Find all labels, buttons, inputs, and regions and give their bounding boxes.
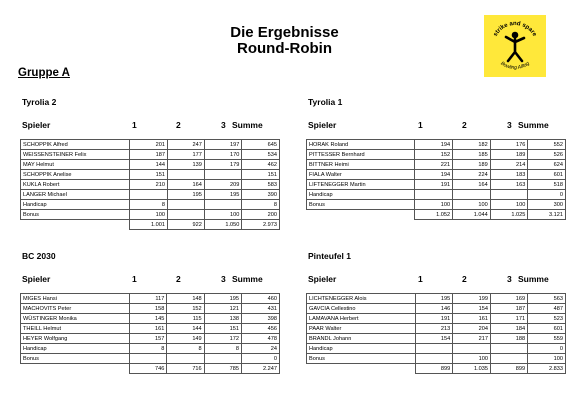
- player-name-cell: THEILL Helmut: [21, 324, 130, 334]
- score-cell-g3: [491, 344, 528, 354]
- column-header-g3: 3: [221, 274, 226, 284]
- score-cell-g2: [167, 200, 204, 210]
- score-cell-g1: [416, 354, 453, 364]
- score-cell-g2: [167, 210, 204, 220]
- table-row: [307, 344, 566, 354]
- svg-text:strike and spare: strike and spare: [492, 20, 538, 38]
- table-row: [307, 160, 566, 170]
- player-name-cell: WÜSTINGER Monika: [21, 314, 130, 324]
- table-row: [21, 314, 280, 324]
- player-name-cell: Bonus: [21, 210, 130, 220]
- player-name-cell: BITTNER Heimi: [307, 160, 415, 170]
- score-cell-sum: 200: [242, 210, 280, 220]
- total-cell-g1: 1.052: [415, 210, 453, 220]
- table-row: [307, 180, 566, 190]
- player-name-cell: KUKLA Robert: [21, 180, 130, 190]
- table-header: [306, 120, 569, 132]
- score-cell-sum: 100: [528, 354, 566, 364]
- player-name-cell: Bonus: [307, 354, 416, 364]
- score-cell-g3: 197: [204, 140, 242, 150]
- score-cell-sum: 8: [242, 200, 280, 210]
- score-cell-sum: 552: [528, 140, 566, 150]
- player-name-cell: LAMAVANA Herbert: [307, 314, 416, 324]
- score-cell-g3: 138: [204, 314, 241, 324]
- score-cell-g3: [204, 170, 242, 180]
- player-name-cell: Handicap: [307, 190, 415, 200]
- svg-text:Bowling Alltag: Bowling Alltag: [499, 60, 531, 72]
- table-header: [20, 120, 290, 132]
- score-cell-sum: 583: [242, 180, 280, 190]
- score-cell-g1: 146: [416, 304, 453, 314]
- table-row: [307, 334, 566, 344]
- table-row: [21, 160, 280, 170]
- score-cell-g1: 210: [130, 180, 168, 190]
- score-cell-sum: 390: [242, 190, 280, 200]
- score-cell-g2: 164: [167, 180, 204, 190]
- score-cell-g3: [204, 354, 241, 364]
- score-cell-g2: [453, 344, 491, 354]
- score-cell-g3: 187: [491, 304, 528, 314]
- score-cell-g2: [167, 170, 204, 180]
- column-header-g2: 2: [462, 120, 467, 130]
- score-cell-g1: 157: [130, 334, 167, 344]
- score-cell-g2: 164: [453, 180, 491, 190]
- score-cell-g1: 194: [415, 140, 453, 150]
- table-row: [307, 140, 566, 150]
- score-cell-g1: 117: [130, 294, 167, 304]
- table-row: [307, 314, 566, 324]
- totals-label-cell: [307, 364, 416, 374]
- column-header-player: Spieler: [308, 120, 337, 130]
- player-name-cell: PITTESSER Bernhard: [307, 150, 415, 160]
- column-header-sum: Summe: [518, 120, 549, 130]
- table-row: [307, 304, 566, 314]
- score-cell-g3: 100: [490, 200, 528, 210]
- results-table: [20, 293, 280, 374]
- total-cell-g2: 716: [167, 364, 204, 374]
- score-cell-g3: 121: [204, 304, 241, 314]
- column-header-g2: 2: [176, 274, 181, 284]
- team-name: BC 2030: [22, 251, 56, 261]
- column-header-g3: 3: [507, 274, 512, 284]
- player-name-cell: MIGES Hansi: [21, 294, 130, 304]
- score-cell-g1: 8: [130, 344, 167, 354]
- column-header-sum: Summe: [232, 120, 263, 130]
- table-row: [21, 334, 280, 344]
- column-header-g1: 1: [132, 120, 137, 130]
- score-cell-g2: 195: [167, 190, 204, 200]
- total-cell-g2: 1.035: [453, 364, 491, 374]
- score-cell-g2: 8: [167, 344, 204, 354]
- total-cell-sum: 2.833: [528, 364, 566, 374]
- player-name-cell: HORAK Roland: [307, 140, 415, 150]
- score-cell-g1: 213: [416, 324, 453, 334]
- score-cell-g3: 183: [490, 170, 528, 180]
- score-cell-g1: [130, 354, 167, 364]
- score-cell-g3: 195: [204, 294, 241, 304]
- score-cell-g1: [130, 190, 168, 200]
- score-cell-g2: 161: [453, 314, 491, 324]
- score-cell-g1: 221: [415, 160, 453, 170]
- score-cell-sum: 0: [528, 190, 566, 200]
- column-header-g2: 2: [462, 274, 467, 284]
- score-cell-g3: 170: [204, 150, 242, 160]
- player-name-cell: Bonus: [307, 200, 415, 210]
- table-row: [21, 344, 280, 354]
- table-row: [307, 294, 566, 304]
- totals-row: [21, 364, 280, 374]
- table-row: [21, 354, 280, 364]
- column-header-player: Spieler: [308, 274, 337, 284]
- column-header-g1: 1: [418, 274, 423, 284]
- score-cell-g2: 139: [167, 160, 204, 170]
- score-cell-g3: 8: [204, 344, 241, 354]
- total-cell-sum: 2.973: [242, 220, 280, 230]
- table-row: [307, 150, 566, 160]
- column-header-g3: 3: [221, 120, 226, 130]
- score-cell-sum: 460: [241, 294, 279, 304]
- score-cell-sum: 0: [241, 354, 279, 364]
- player-name-cell: HEYER Wolfgang: [21, 334, 130, 344]
- score-cell-g2: 152: [167, 304, 204, 314]
- score-cell-sum: 563: [528, 294, 566, 304]
- score-cell-g3: 189: [490, 150, 528, 160]
- score-cell-g1: [416, 344, 453, 354]
- table-row: [21, 150, 280, 160]
- total-cell-g3: 1.025: [490, 210, 528, 220]
- table-row: [307, 190, 566, 200]
- total-cell-g1: 746: [130, 364, 167, 374]
- total-cell-g2: 1.044: [453, 210, 491, 220]
- score-cell-sum: 518: [528, 180, 566, 190]
- score-cell-g1: 144: [130, 160, 168, 170]
- score-cell-g2: 177: [167, 150, 204, 160]
- score-cell-g2: 154: [453, 304, 491, 314]
- score-cell-g2: 144: [167, 324, 204, 334]
- team-name: Tyrolia 2: [22, 97, 57, 107]
- total-cell-g1: 899: [416, 364, 453, 374]
- score-cell-g3: [491, 354, 528, 364]
- score-cell-g1: 152: [415, 150, 453, 160]
- total-cell-g3: 899: [491, 364, 528, 374]
- table-header: [306, 274, 569, 286]
- score-cell-g3: 163: [490, 180, 528, 190]
- player-name-cell: MACHOVITS Peter: [21, 304, 130, 314]
- column-header-player: Spieler: [22, 274, 51, 284]
- score-cell-g1: 195: [416, 294, 453, 304]
- total-cell-sum: 2.247: [241, 364, 279, 374]
- table-row: [21, 190, 280, 200]
- player-name-cell: Handicap: [307, 344, 416, 354]
- score-cell-g1: 100: [415, 200, 453, 210]
- totals-label-cell: [307, 210, 415, 220]
- score-cell-sum: 151: [242, 170, 280, 180]
- column-header-player: Spieler: [22, 120, 51, 130]
- score-cell-sum: 601: [528, 324, 566, 334]
- table-row: [307, 324, 566, 334]
- player-name-cell: GAVCIA Cellestino: [307, 304, 416, 314]
- totals-label-cell: [21, 220, 130, 230]
- player-name-cell: Handicap: [21, 200, 130, 210]
- group-label: Gruppe A: [18, 67, 70, 79]
- score-cell-sum: 24: [241, 344, 279, 354]
- column-header-g1: 1: [132, 274, 137, 284]
- score-cell-g3: [204, 200, 242, 210]
- score-cell-g2: 182: [453, 140, 491, 150]
- score-cell-g1: 161: [130, 324, 167, 334]
- table-header: [20, 274, 290, 286]
- score-cell-g3: 184: [491, 324, 528, 334]
- column-header-sum: Summe: [232, 274, 263, 284]
- score-cell-g2: 204: [453, 324, 491, 334]
- score-cell-g1: 154: [416, 334, 453, 344]
- total-cell-g3: 1.050: [204, 220, 242, 230]
- score-cell-g3: 172: [204, 334, 241, 344]
- results-table: [20, 139, 280, 230]
- player-name-cell: WEISSENSTEINER Felix: [21, 150, 130, 160]
- score-cell-sum: 0: [528, 344, 566, 354]
- score-cell-g3: 188: [491, 334, 528, 344]
- total-cell-g3: 785: [204, 364, 241, 374]
- score-cell-g3: 151: [204, 324, 241, 334]
- score-cell-g2: [167, 354, 204, 364]
- table-row: [21, 210, 280, 220]
- score-cell-g2: 100: [453, 354, 491, 364]
- score-cell-g2: 185: [453, 150, 491, 160]
- team-name: Tyrolia 1: [308, 97, 343, 107]
- score-cell-g3: [490, 190, 528, 200]
- player-name-cell: LANGER Michael: [21, 190, 130, 200]
- player-name-cell: Bonus: [21, 354, 130, 364]
- score-cell-g2: 149: [167, 334, 204, 344]
- table-row: [21, 170, 280, 180]
- score-cell-g3: 169: [491, 294, 528, 304]
- score-cell-g1: 158: [130, 304, 167, 314]
- score-cell-sum: 398: [241, 314, 279, 324]
- score-cell-g3: 209: [204, 180, 242, 190]
- player-name-cell: Handicap: [21, 344, 130, 354]
- score-cell-g3: 171: [491, 314, 528, 324]
- table-row: [307, 200, 566, 210]
- score-cell-g3: 195: [204, 190, 242, 200]
- results-table: [306, 293, 566, 374]
- score-cell-sum: 456: [241, 324, 279, 334]
- player-name-cell: FIALA Walter: [307, 170, 415, 180]
- total-cell-g1: 1.001: [130, 220, 168, 230]
- score-cell-g1: 187: [130, 150, 168, 160]
- total-cell-sum: 3.121: [528, 210, 566, 220]
- score-cell-g1: 191: [416, 314, 453, 324]
- table-row: [21, 200, 280, 210]
- page-title: Die Ergebnisse: [230, 24, 339, 41]
- score-cell-g3: 179: [204, 160, 242, 170]
- score-cell-sum: 559: [528, 334, 566, 344]
- page-subtitle: Round-Robin: [237, 40, 332, 57]
- score-cell-g2: 224: [453, 170, 491, 180]
- score-cell-sum: 624: [528, 160, 566, 170]
- score-cell-g1: 8: [130, 200, 168, 210]
- table-row: [307, 170, 566, 180]
- score-cell-g1: 191: [415, 180, 453, 190]
- score-cell-sum: 487: [528, 304, 566, 314]
- totals-row: [307, 364, 566, 374]
- score-cell-g2: 217: [453, 334, 491, 344]
- score-cell-g2: [453, 190, 491, 200]
- score-cell-sum: 601: [528, 170, 566, 180]
- column-header-sum: Summe: [518, 274, 549, 284]
- score-cell-sum: 462: [242, 160, 280, 170]
- score-cell-g1: 151: [130, 170, 168, 180]
- table-row: [21, 304, 280, 314]
- team-name: Pinteufel 1: [308, 251, 351, 261]
- score-cell-g2: 199: [453, 294, 491, 304]
- totals-row: [307, 210, 566, 220]
- score-cell-sum: 534: [242, 150, 280, 160]
- score-cell-sum: 523: [528, 314, 566, 324]
- totals-row: [21, 220, 280, 230]
- score-cell-g2: 247: [167, 140, 204, 150]
- score-cell-sum: 645: [242, 140, 280, 150]
- player-name-cell: SCHOPPIK Alfred: [21, 140, 130, 150]
- bowler-figure-icon: [484, 15, 546, 77]
- table-row: [21, 294, 280, 304]
- table-row: [21, 180, 280, 190]
- score-cell-sum: 526: [528, 150, 566, 160]
- table-row: [21, 140, 280, 150]
- score-cell-g3: 176: [490, 140, 528, 150]
- results-table: [306, 139, 566, 220]
- score-cell-sum: 478: [241, 334, 279, 344]
- score-cell-g1: 194: [415, 170, 453, 180]
- player-name-cell: MAY Helmut: [21, 160, 130, 170]
- player-name-cell: LIFTENEGGER Martin: [307, 180, 415, 190]
- player-name-cell: PAAR Walter: [307, 324, 416, 334]
- score-cell-g2: 148: [167, 294, 204, 304]
- score-cell-g2: 189: [453, 160, 491, 170]
- score-cell-g1: [415, 190, 453, 200]
- column-header-g2: 2: [176, 120, 181, 130]
- column-header-g3: 3: [507, 120, 512, 130]
- player-name-cell: LICHTENEGGER Alois: [307, 294, 416, 304]
- score-cell-g1: 201: [130, 140, 168, 150]
- score-cell-g3: 214: [490, 160, 528, 170]
- column-header-g1: 1: [418, 120, 423, 130]
- score-cell-g1: 145: [130, 314, 167, 324]
- player-name-cell: SCHOPPIK Anelise: [21, 170, 130, 180]
- score-cell-sum: 300: [528, 200, 566, 210]
- totals-label-cell: [21, 364, 130, 374]
- score-cell-g2: 100: [453, 200, 491, 210]
- score-cell-g3: 100: [204, 210, 242, 220]
- score-cell-sum: 431: [241, 304, 279, 314]
- score-cell-g1: 100: [130, 210, 168, 220]
- player-name-cell: BRANDL Johann: [307, 334, 416, 344]
- score-cell-g2: 115: [167, 314, 204, 324]
- total-cell-g2: 922: [167, 220, 204, 230]
- table-row: [21, 324, 280, 334]
- table-row: [307, 354, 566, 364]
